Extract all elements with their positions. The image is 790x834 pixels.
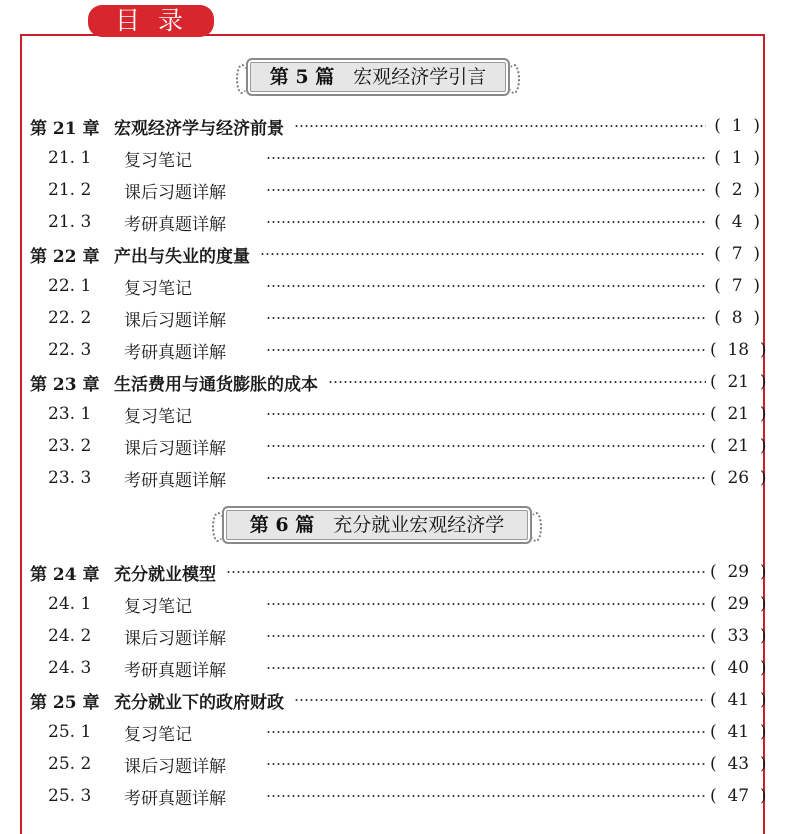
page-open-paren: ( [710, 372, 728, 392]
chapter-title: 生活费用与通货膨胀的成本 [114, 374, 318, 395]
section-title: 考研真题详解 [124, 660, 226, 681]
part-title: 充分就业宏观经济学 [333, 514, 505, 536]
dot-leader [294, 699, 706, 701]
section-number: 25. 3 [48, 786, 92, 806]
toc-section-row[interactable] [30, 652, 767, 684]
chapter-number: 第 24 章 [30, 564, 100, 585]
page-close-paren: ) [742, 244, 760, 264]
dot-leader [226, 571, 706, 573]
page-close-paren: ) [749, 468, 767, 488]
toc-section-row[interactable] [30, 206, 760, 238]
toc-section-row[interactable] [30, 334, 767, 366]
page-number [710, 308, 760, 328]
page-close-paren: ) [749, 754, 767, 774]
page-value: 33 [727, 626, 750, 646]
dot-leader [266, 285, 706, 287]
page-open-paren: ( [710, 658, 728, 678]
toc-section-row[interactable] [30, 716, 767, 748]
page-number [710, 436, 767, 456]
page-value: 43 [727, 754, 750, 774]
toc-section-row[interactable] [30, 270, 760, 302]
section-title: 课后习题详解 [124, 310, 226, 331]
page-close-paren: ) [749, 436, 767, 456]
page-close-paren: ) [749, 722, 767, 742]
dot-leader [260, 253, 706, 255]
toc-section-row[interactable] [30, 748, 767, 780]
part-title: 宏观经济学引言 [353, 66, 487, 88]
section-number: 23. 3 [48, 468, 92, 488]
toc-section-row[interactable] [30, 588, 767, 620]
page-number [710, 722, 767, 742]
section-number: 24. 1 [48, 594, 92, 614]
page-open-paren: ( [710, 562, 728, 582]
part-heading-5 [246, 58, 510, 96]
page-open-paren: ( [714, 212, 732, 232]
dot-leader [266, 445, 706, 447]
section-number: 22. 3 [48, 340, 92, 360]
toc-chapter-row[interactable] [30, 684, 767, 716]
dot-leader [266, 189, 706, 191]
page-close-paren: ) [749, 626, 767, 646]
section-title: 课后习题详解 [124, 182, 226, 203]
page-open-paren: ( [710, 468, 728, 488]
toc-chapter-row[interactable] [30, 556, 767, 588]
page-value: 7 [731, 244, 743, 264]
section-title: 课后习题详解 [124, 438, 226, 459]
page-number [710, 340, 767, 360]
page-open-paren: ( [714, 308, 732, 328]
page-open-paren: ( [710, 594, 728, 614]
section-number: 21. 2 [48, 180, 92, 200]
page-close-paren: ) [742, 212, 760, 232]
section-title: 复习笔记 [124, 406, 192, 427]
page-value: 21 [727, 372, 750, 392]
page-number [710, 594, 767, 614]
page-number [710, 276, 760, 296]
page-close-paren: ) [742, 308, 760, 328]
dot-leader [266, 763, 706, 765]
page-number [710, 690, 767, 710]
page-value: 7 [731, 276, 743, 296]
section-number: 25. 2 [48, 754, 92, 774]
page-value: 1 [731, 148, 743, 168]
page-number [710, 786, 767, 806]
page-close-paren: ) [742, 148, 760, 168]
section-number: 21. 1 [48, 148, 92, 168]
page-number [710, 626, 767, 646]
page-close-paren: ) [749, 690, 767, 710]
section-title: 考研真题详解 [124, 342, 226, 363]
page-number [710, 404, 767, 424]
page-number [710, 148, 760, 168]
page-open-paren: ( [710, 340, 728, 360]
toc-section-row[interactable] [30, 142, 760, 174]
dot-leader [266, 667, 706, 669]
dot-leader [266, 317, 706, 319]
part-label: 第 5 篇 [269, 66, 335, 88]
page-open-paren: ( [714, 244, 732, 264]
page-close-paren: ) [749, 562, 767, 582]
toc-section-row[interactable] [30, 620, 767, 652]
section-title: 考研真题详解 [124, 470, 226, 491]
toc-section-row[interactable] [30, 302, 760, 334]
page-open-paren: ( [710, 404, 728, 424]
page-open-paren: ( [710, 722, 728, 742]
dot-leader [266, 157, 706, 159]
chapter-title: 充分就业模型 [114, 564, 216, 585]
chapter-number: 第 25 章 [30, 692, 100, 713]
page-open-paren: ( [714, 276, 732, 296]
chapter-number: 第 22 章 [30, 246, 100, 267]
section-number: 22. 1 [48, 276, 92, 296]
page-open-paren: ( [710, 754, 728, 774]
page-close-paren: ) [742, 180, 760, 200]
page-value: 29 [727, 562, 750, 582]
page-number [710, 116, 760, 136]
section-title: 复习笔记 [124, 150, 192, 171]
page-value: 26 [727, 468, 750, 488]
section-number: 25. 1 [48, 722, 92, 742]
toc-section-row[interactable] [30, 398, 767, 430]
section-number: 24. 3 [48, 658, 92, 678]
section-title: 考研真题详解 [124, 788, 226, 809]
page-value: 40 [727, 658, 750, 678]
page-value: 2 [731, 180, 743, 200]
page-value: 8 [731, 308, 743, 328]
chapter-title: 充分就业下的政府财政 [114, 692, 284, 713]
toc-chapter-row[interactable] [30, 366, 767, 398]
page-number [710, 244, 760, 264]
page-value: 1 [731, 116, 743, 136]
page-open-paren: ( [714, 116, 732, 136]
section-number: 23. 1 [48, 404, 92, 424]
section-number: 22. 2 [48, 308, 92, 328]
page-close-paren: ) [749, 658, 767, 678]
toc-section-row[interactable] [30, 462, 767, 494]
section-number: 23. 2 [48, 436, 92, 456]
dot-leader [294, 125, 706, 127]
section-number: 24. 2 [48, 626, 92, 646]
dot-leader [266, 413, 706, 415]
chapter-title: 产出与失业的度量 [114, 246, 250, 267]
section-title: 课后习题详解 [124, 628, 226, 649]
page-number [710, 372, 767, 392]
page-number [710, 754, 767, 774]
page-open-paren: ( [710, 626, 728, 646]
page-number [710, 180, 760, 200]
section-title: 考研真题详解 [124, 214, 226, 235]
section-number: 21. 3 [48, 212, 92, 232]
page-value: 29 [727, 594, 750, 614]
page-close-paren: ) [742, 116, 760, 136]
page-close-paren: ) [749, 340, 767, 360]
page-value: 18 [727, 340, 750, 360]
section-title: 复习笔记 [124, 596, 192, 617]
section-title: 复习笔记 [124, 278, 192, 299]
dot-leader [266, 221, 706, 223]
dot-leader [328, 381, 706, 383]
dot-leader [266, 635, 706, 637]
page-open-paren: ( [710, 436, 728, 456]
page-number [710, 468, 767, 488]
chapter-number: 第 23 章 [30, 374, 100, 395]
page-value: 41 [727, 690, 750, 710]
page-value: 4 [731, 212, 743, 232]
chapter-number: 第 21 章 [30, 118, 100, 139]
dot-leader [266, 349, 706, 351]
page-close-paren: ) [749, 594, 767, 614]
dot-leader [266, 731, 706, 733]
toc-title: 目录 [88, 5, 214, 37]
page-value: 41 [727, 722, 750, 742]
page-open-paren: ( [714, 180, 732, 200]
toc-section-row[interactable] [30, 174, 760, 206]
section-title: 课后习题详解 [124, 756, 226, 777]
dot-leader [266, 795, 706, 797]
part-label: 第 6 篇 [249, 514, 315, 536]
toc-section-row[interactable] [30, 780, 767, 812]
page-number [710, 658, 767, 678]
chapter-title: 宏观经济学与经济前景 [114, 118, 284, 139]
page-value: 21 [727, 436, 750, 456]
section-title: 复习笔记 [124, 724, 192, 745]
page-close-paren: ) [749, 786, 767, 806]
page-close-paren: ) [749, 372, 767, 392]
toc-chapter-row[interactable] [30, 110, 760, 142]
toc-section-row[interactable] [30, 430, 767, 462]
part-heading-6 [222, 506, 532, 544]
toc-chapter-row[interactable] [30, 238, 760, 270]
page-close-paren: ) [749, 404, 767, 424]
page-close-paren: ) [742, 276, 760, 296]
page-open-paren: ( [710, 690, 728, 710]
dot-leader [266, 603, 706, 605]
page-open-paren: ( [714, 148, 732, 168]
page-open-paren: ( [710, 786, 728, 806]
dot-leader [266, 477, 706, 479]
page-number [710, 212, 760, 232]
page-number [710, 562, 767, 582]
page-value: 21 [727, 404, 750, 424]
page-value: 47 [727, 786, 750, 806]
